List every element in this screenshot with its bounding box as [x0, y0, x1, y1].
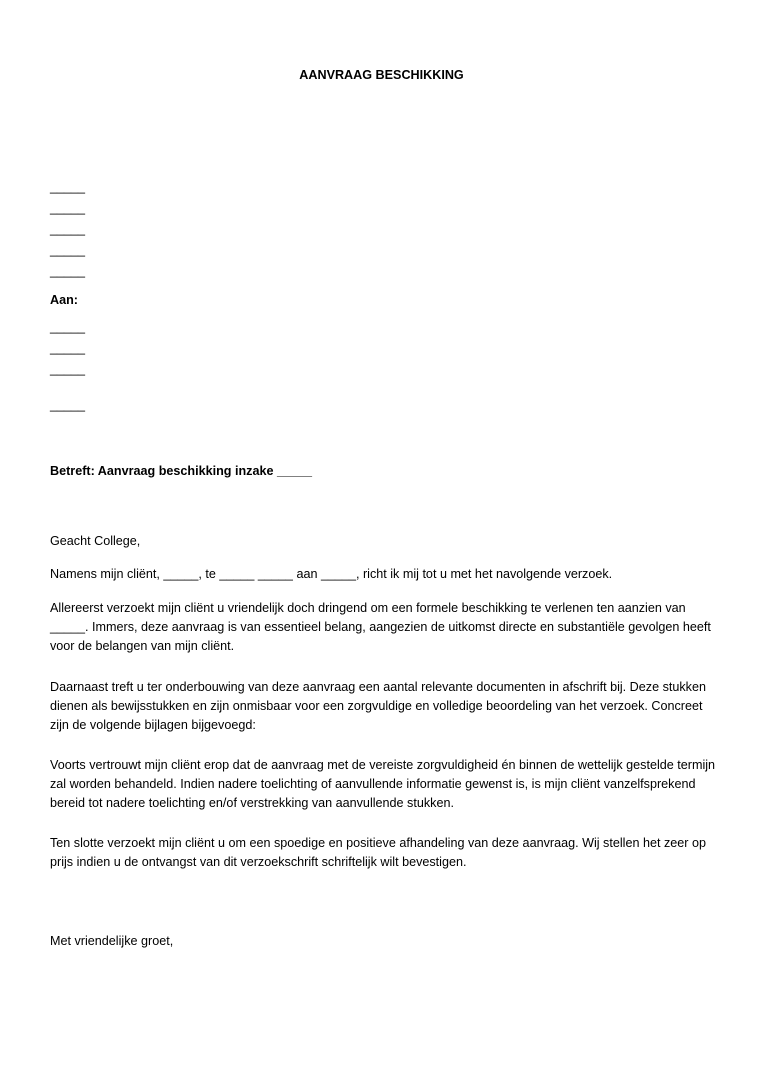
recipient-label: Aan:: [50, 293, 78, 307]
paragraph-attachments: Daarnaast treft u ter onderbouwing van deze aanvraag een aantal relevante documenten in afschrift bij. Deze stukken dienen als bewijsstukken en zijn onmisbaar voor een zorgvuldige en volledige beoordeling van het verzoek. Concreet zijn de volgende bijlagen bijgevoegd:: [50, 680, 706, 733]
sender-line-5: _____: [50, 264, 86, 278]
document-title: AANVRAAG BESCHIKKING: [299, 68, 464, 82]
subject-line: Betreft: Aanvraag beschikking inzake _____: [50, 464, 313, 478]
paragraph-request: Allereerst verzoekt mijn cliënt u vriendelijk doch dringend om een formele beschikking te verlenen ten aanzien van _____. Immers, deze aanvraag is van essentieel belang, aangezien de uitkomst directe en substantiële gevolgen heeft voor de belangen van mijn cliënt.: [50, 601, 711, 654]
sender-line-4: _____: [50, 243, 86, 257]
salutation: Geacht College,: [50, 534, 141, 548]
recipient-line-3: _____: [50, 362, 86, 376]
paragraph-closing-request: Ten slotte verzoekt mijn cliënt u om een spoedige en positieve afhandeling van deze aanvraag. Wij stellen het zeer op prijs indien u de ontvangst van dit verzoekschrift schriftelijk wilt bevestigen.: [50, 836, 706, 870]
closing-greeting: Met vriendelijke groet,: [50, 934, 174, 948]
sender-line-2: _____: [50, 201, 86, 215]
sender-line-3: _____: [50, 222, 86, 236]
paragraph-handling: Voorts vertrouwt mijn cliënt erop dat de aanvraag met de vereiste zorgvuldigheid én binnen de wettelijk gestelde termijn zal worden behandeld. Indien nadere toelichting of aanvullende informatie gewenst is, is mijn cliënt vanzelfsprekend bereid tot nadere toelichting en/of verstrekking van aanvullende stukken.: [50, 758, 716, 811]
paragraph-intro: Namens mijn cliënt, _____, te _____ _____ aan _____, richt ik mij tot u met het navolgende verzoek.: [50, 567, 613, 581]
recipient-line-4: _____: [50, 398, 86, 412]
recipient-line-2: _____: [50, 341, 86, 355]
sender-line-1: _____: [50, 180, 86, 194]
recipient-line-1: _____: [50, 320, 86, 334]
